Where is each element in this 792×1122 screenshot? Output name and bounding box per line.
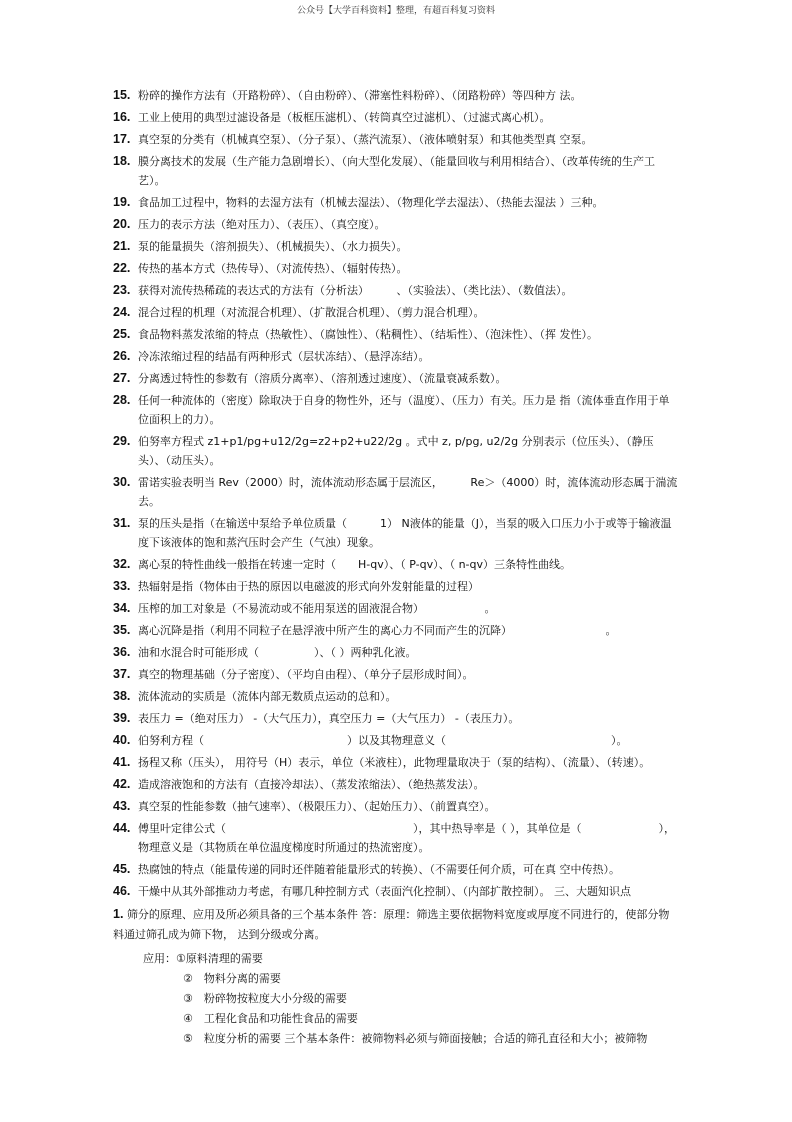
question-number: 35. — [113, 623, 131, 637]
question-item — [113, 514, 678, 552]
question-number: 37. — [113, 667, 131, 681]
question-number: 22. — [113, 261, 131, 275]
major-question-text: 筛分的原理、应用及所必须具备的三个基本条件 答：原理：筛选主要依据物料宽度或厚度不同进行的，使部分物料通过筛孔成为筛下物， 达到分级或分离。 — [113, 908, 670, 941]
question-text: 泵的能量损失（溶剂损失）、（机械损失）、（水力损失）。 — [138, 240, 408, 253]
question-text: 混合过程的机理（对流混合机理）、（扩散混合机理）、（剪力混合机理）。 — [138, 306, 485, 319]
question-item — [113, 797, 678, 816]
question-text: 获得对流传热稀疏的表达式的方法有（分析法） 、（实验法）、（类比法）、（数值法）。 — [138, 284, 573, 297]
question-number: 15. — [113, 88, 131, 102]
question-item — [113, 687, 678, 706]
question-item — [113, 599, 678, 618]
question-number: 34. — [113, 601, 131, 615]
question-number: 40. — [113, 733, 131, 747]
question-item — [113, 347, 678, 366]
question-item — [113, 621, 678, 640]
question-item — [113, 775, 678, 794]
question-item — [113, 577, 678, 596]
question-item — [113, 709, 678, 728]
application-item: ④ 工程化食品和功能性食品的需要 — [183, 1012, 358, 1025]
question-item — [113, 473, 678, 511]
question-text: 工业上使用的典型过滤设备是（板框压滤机）、（转筒真空过滤机）、（过滤式离心机）。 — [138, 111, 551, 124]
question-item — [113, 860, 678, 879]
question-number: 45. — [113, 862, 131, 876]
question-item — [113, 152, 678, 190]
question-text: 粉碎的操作方法有（开路粉碎）、（自由粉碎）、（滞塞性料粉碎）、（闭路粉碎）等四种方 法。 — [138, 89, 582, 102]
question-item — [113, 555, 678, 574]
question-text: 油和水混合时可能形成（ ）、（ ）两种乳化液。 — [138, 646, 417, 659]
question-text: 干燥中从其外部推动力考虑，有哪几种控制方式（表面汽化控制）、（内部扩散控制）。 三、大题知识点 — [138, 885, 631, 898]
question-number: 41. — [113, 755, 131, 769]
question-item — [113, 259, 678, 278]
question-number: 17. — [113, 132, 131, 146]
question-number: 33. — [113, 579, 131, 593]
question-text: 真空的物理基础（分子密度）、（平均自由程）、（单分子层形成时间）。 — [138, 668, 474, 681]
question-item — [113, 130, 678, 149]
question-item — [113, 369, 678, 388]
question-number: 46. — [113, 884, 131, 898]
question-number: 23. — [113, 283, 131, 297]
question-item — [113, 391, 678, 429]
question-number: 27. — [113, 371, 131, 385]
question-text: 热辐射是指（物体由于热的原因以电磁波的形式向外发射能量的过程） — [138, 580, 479, 593]
question-text: 传热的基本方式（热传导）、（对流传热）、（辐射传热）。 — [138, 262, 408, 275]
application-item: ③ 粉碎物按粒度大小分级的需要 — [183, 992, 347, 1005]
question-item — [113, 237, 678, 256]
major-question — [113, 904, 678, 945]
question-item — [113, 215, 678, 234]
application-item: ② 物料分离的需要 — [183, 972, 281, 985]
question-item — [113, 86, 678, 105]
question-number: 24. — [113, 305, 131, 319]
applications-title: 应用：①原料清理的需要 — [143, 952, 263, 965]
major-question-number: 1. — [113, 907, 124, 921]
question-number: 25. — [113, 327, 131, 341]
question-text: 伯努率方程式 z1+p1/pg+u12/2g=z2+p2+u22/2g 。式中 z, p/pg, u2/2g 分别表示（位压头）、（静压头）、（动压头）。 — [138, 435, 654, 467]
question-text: 流体流动的实质是（流体内部无数质点运动的总和）。 — [138, 690, 397, 703]
question-number: 31. — [113, 516, 131, 530]
question-number: 36. — [113, 645, 131, 659]
question-number: 30. — [113, 475, 131, 489]
question-number: 32. — [113, 557, 131, 571]
application-item: ⑤ 粒度分析的需要 三个基本条件：被筛物料必须与筛面接触；合适的筛孔直径和大小；被筛物 — [183, 1032, 648, 1045]
question-number: 19. — [113, 195, 131, 209]
question-text: 泵的压头是指（在输送中泵给予单位质量（ 1） N液体的能量（J），当泵的吸入口压力小于或等于输液温度下该液体的饱和蒸汽压时会产生（气浊）现象。 — [138, 517, 672, 549]
question-text: 分离透过特性的参数有（溶质分离率）、（溶剂透过速度）、（流量衰减系数）。 — [138, 372, 507, 385]
question-number: 28. — [113, 393, 131, 407]
question-number: 29. — [113, 434, 131, 448]
question-number: 43. — [113, 799, 131, 813]
question-text: 压力的表示方法（绝对压力）、（表压）、（真空度）。 — [138, 218, 386, 231]
question-number: 18. — [113, 154, 131, 168]
question-text: 食品加工过程中，物料的去湿方法有（机械去湿法）、（物理化学去湿法）、（热能去湿法 ）三种。 — [138, 196, 604, 209]
question-text: 任何一种流体的（密度）除取决于自身的物性外，还与（温度）、（压力）有关。压力是 指（流体垂直作用于单位面积上的力）。 — [138, 394, 670, 426]
question-number: 21. — [113, 239, 131, 253]
question-item — [113, 108, 678, 127]
question-text: 扬程又称（压头）， 用符号（H）表示，单位（米液柱），此物理量取决于（泵的结构）、（流量）、（转速）。 — [138, 756, 651, 769]
question-text: 离心沉降是指（利用不同粒子在悬浮液中所产生的离心力不同而产生的沉降） 。 — [138, 624, 617, 637]
question-number: 20. — [113, 217, 131, 231]
question-item — [113, 665, 678, 684]
question-text: 离心泵的特性曲线一般指在转速一定时（ H-qv）、（ P-qv）、（ n-qv）三条特性曲线。 — [138, 558, 572, 571]
question-text: 冷冻浓缩过程的结晶有两种形式（层状冻结）、（悬浮冻结）。 — [138, 350, 430, 363]
question-number: 44. — [113, 821, 131, 835]
question-number: 16. — [113, 110, 131, 124]
question-text: 表压力 =（绝对压力） -（大气压力），真空压力 =（大气压力） -（表压力）。 — [138, 712, 520, 725]
question-text: 膜分离技术的发展（生产能力急剧增长）、（向大型化发展）、（能量回收与利用相结合）、（改革传统的生产工艺）。 — [138, 155, 655, 187]
question-text: 造成溶液饱和的方法有（直接冷却法）、（蒸发浓缩法）、（绝热蒸发法）。 — [138, 778, 485, 791]
question-item — [113, 819, 678, 857]
applications-list — [113, 949, 678, 1049]
question-text: 压榨的加工对象是（不易流动或不能用泵送的固液混合物） 。 — [138, 602, 496, 615]
question-item — [113, 753, 678, 772]
question-number: 42. — [113, 777, 131, 791]
question-text: 热腐蚀的特点（能量传递的同时还伴随着能量形式的转换）、（不需要任何介质，可在真 空中传热）。 — [138, 863, 620, 876]
page-header: 公众号【大学百科资料】整理，有超百科复习资料 — [296, 6, 495, 16]
question-item — [113, 731, 678, 750]
question-item — [113, 432, 678, 470]
question-number: 26. — [113, 349, 131, 363]
question-text: 食品物料蒸发浓缩的特点（热敏性）、（腐蚀性）、（粘稠性）、（结垢性）、（泡沫性）、（挥 发性）。 — [138, 328, 598, 341]
document-body — [113, 86, 678, 1049]
question-text: 雷诺实验表明当 Rev（2000）时，流体流动形态属于层流区， Re＞（4000）时，流体流动形态属于湍流去。 — [138, 476, 678, 508]
question-text: 真空泵的分类有（机械真空泵）、（分子泵）、（蒸汽流泵）、（液体喷射泵）和其他类型真 空泵。 — [138, 133, 593, 146]
question-text: 傅里叶定律公式（ ），其中热导率是（ ），其单位是（ ），物理意义是（其物质在单位温度梯度时所通过的热流密度）。 — [138, 822, 675, 854]
question-number: 39. — [113, 711, 131, 725]
question-number: 38. — [113, 689, 131, 703]
question-text: 真空泵的性能参数（抽气速率）、（极限压力）、（起始压力）、（前置真空）。 — [138, 800, 496, 813]
question-item — [113, 325, 678, 344]
question-item — [113, 882, 678, 901]
question-item — [113, 193, 678, 212]
question-item — [113, 303, 678, 322]
question-text: 伯努利方程（ ）以及其物理意义（ ）。 — [138, 734, 628, 747]
question-item — [113, 643, 678, 662]
question-item — [113, 281, 678, 300]
